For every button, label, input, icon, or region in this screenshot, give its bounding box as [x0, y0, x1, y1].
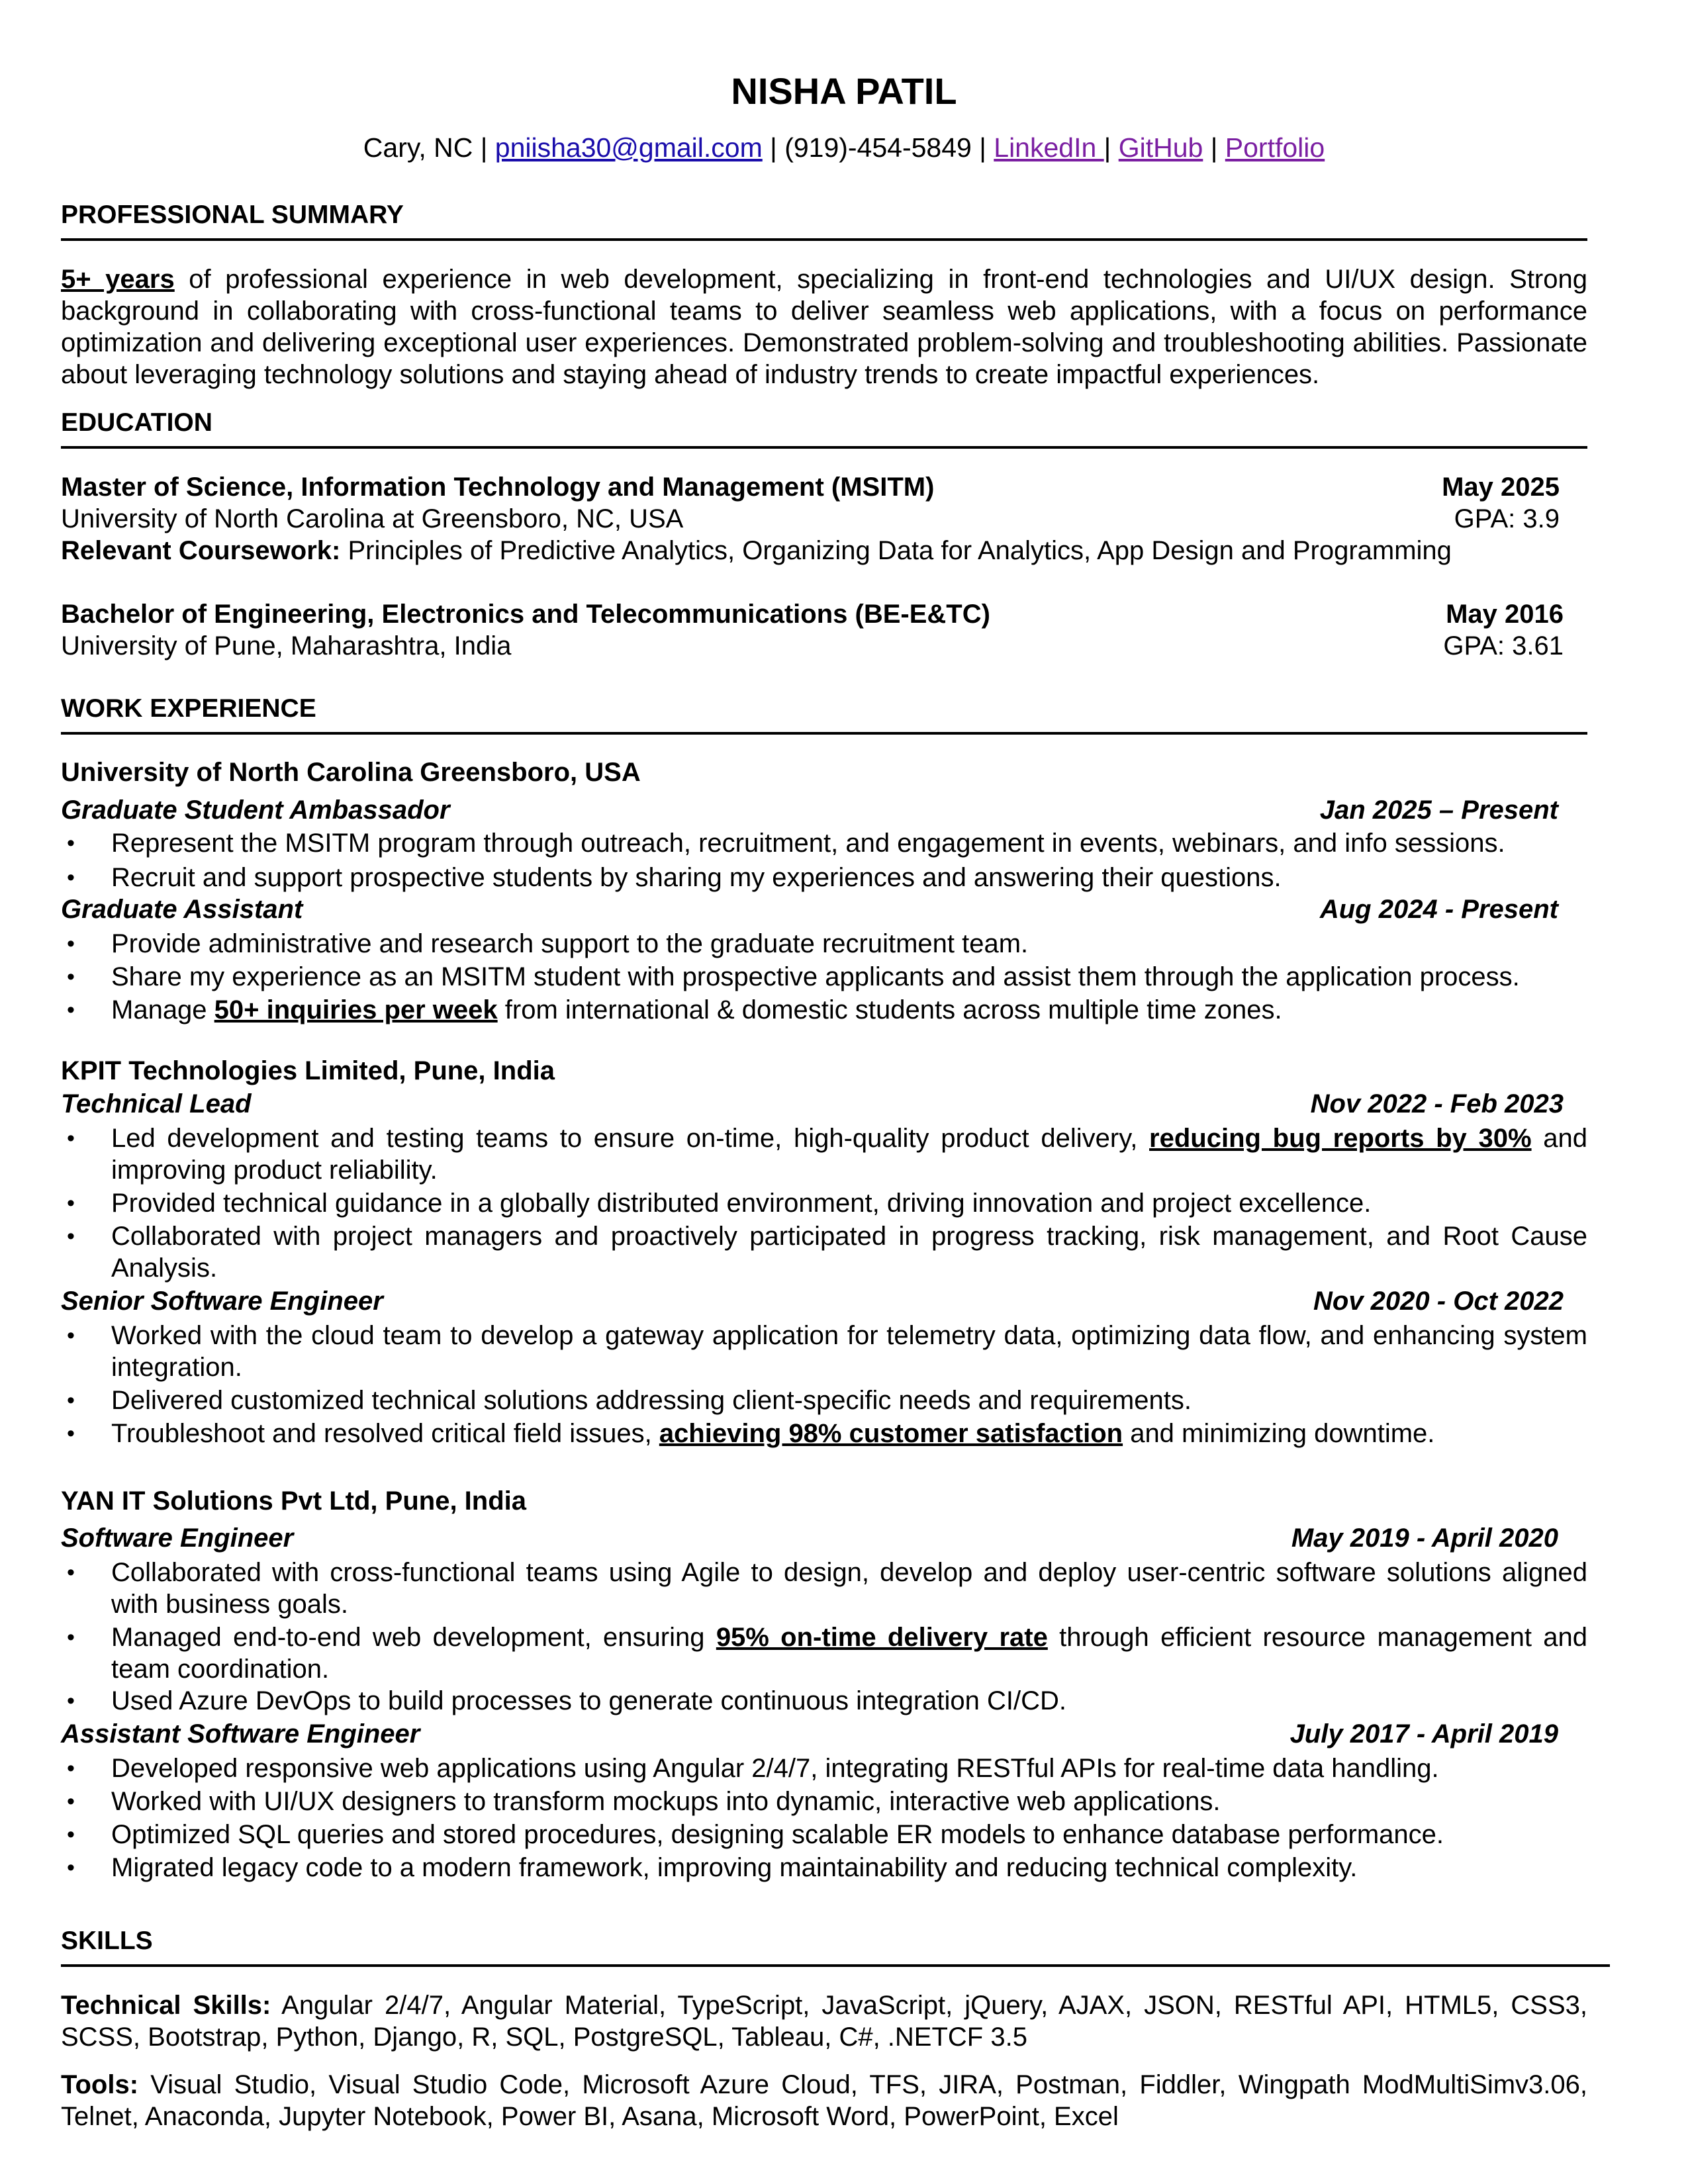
role-title: Software Engineer [61, 1524, 294, 1553]
bullet-text [111, 1557, 1587, 1620]
email-link[interactable]: pniisha30@gmail.com [494, 132, 763, 163]
bullet-text [111, 1685, 1587, 1717]
bullet-icon: • [67, 1756, 75, 1781]
gpa: GPA: 3.61 [1443, 631, 1564, 660]
role-title: Senior Software Engineer [61, 1287, 383, 1316]
candidate-name: NISHA PATIL [731, 70, 957, 112]
role-dates: May 2019 - April 2020 [1291, 1524, 1558, 1553]
role-dates: Nov 2022 - Feb 2023 [1310, 1089, 1564, 1118]
bullet-text-part: Recruit and support prospective students by sharing my experiences and answering their questions. [111, 863, 1282, 892]
bullet-highlight: 50+ inquiries per week [214, 995, 498, 1024]
bullet-text [111, 928, 1587, 960]
role-dates: Jan 2025 – Present [1319, 796, 1558, 825]
technical-skills [61, 1989, 1587, 2053]
bullet-text-part: Provided technical guidance in a globally distributed environment, driving innovation and project excellence. [111, 1189, 1372, 1218]
bullet-icon: • [67, 931, 75, 956]
separator: | [1103, 132, 1119, 163]
company-name: University of North Carolina Greensboro, USA [61, 758, 641, 787]
bullet-text-part: Provide administrative and research support to the graduate recruitment team. [111, 929, 1029, 958]
bullet-highlight: 95% on-time delivery rate [716, 1623, 1048, 1652]
bullet-text [111, 1418, 1587, 1449]
section-divider [61, 732, 1587, 735]
tools-text: Visual Studio, Visual Studio Code, Microsoft Azure Cloud, TFS, JIRA, Postman, Fiddler, Wingpath ModMultiSimv3.06, Telnet, Anaconda, Jupyter Notebook, Power BI, Asana, Microsoft Word, PowerPoint, Excel [61, 2070, 1587, 2131]
bullet-icon: • [67, 1224, 75, 1249]
bullet-highlight: reducing bug reports by 30% [1149, 1124, 1532, 1153]
bullet-text [111, 1819, 1587, 1850]
bullet-icon: • [67, 1688, 75, 1713]
role-dates: Nov 2020 - Oct 2022 [1313, 1287, 1564, 1316]
bullet-icon: • [67, 1323, 75, 1348]
phone: (919)-454-5849 [784, 132, 972, 163]
bullet-text-part: through efficient resource management and team coordination. [111, 1623, 1588, 1684]
bullet-icon: • [67, 1421, 75, 1446]
bullet-text-part: Optimized SQL queries and stored procedures, designing scalable ER models to enhance database performance. [111, 1820, 1444, 1849]
contact-line [0, 131, 1688, 164]
coursework [61, 535, 1452, 567]
school-name: University of Pune, Maharashtra, India [61, 631, 512, 660]
bullet-icon: • [67, 1191, 75, 1216]
section-title-skills: SKILLS [61, 1927, 153, 1955]
company-name: KPIT Technologies Limited, Pune, India [61, 1056, 555, 1085]
bullet-text-part: Represent the MSITM program through outreach, recruitment, and engagement in events, webinars, and info sessions. [111, 829, 1505, 858]
separator: | [1203, 132, 1225, 163]
section-title-experience: WORK EXPERIENCE [61, 694, 316, 723]
section-divider [61, 1964, 1610, 1967]
location: Cary, NC [363, 132, 473, 163]
bullet-text [111, 1320, 1587, 1383]
summary-paragraph [61, 263, 1587, 390]
bullet-text-part: Delivered customized technical solutions addressing client-specific needs and requirements. [111, 1386, 1192, 1415]
bullet-text [111, 1852, 1587, 1884]
degree-title: Master of Science, Information Technology and Management (MSITM) [61, 473, 935, 502]
bullet-text-part: Led development and testing teams to ensure on-time, high-quality product delivery, [111, 1124, 1150, 1153]
bullet-text-part: Collaborated with project managers and proactively participated in progress tracking, risk management, and Root Cause Analysis. [111, 1222, 1587, 1283]
degree-date: May 2016 [1446, 600, 1564, 629]
bullet-text-part: Used Azure DevOps to build processes to generate continuous integration CI/CD. [111, 1686, 1067, 1715]
company-name: YAN IT Solutions Pvt Ltd, Pune, India [61, 1486, 527, 1516]
bullet-text [111, 994, 1587, 1026]
role-title: Assistant Software Engineer [61, 1719, 420, 1749]
bullet-icon: • [67, 831, 75, 856]
bullet-text [111, 1187, 1587, 1219]
bullet-icon: • [67, 865, 75, 890]
tools [61, 2069, 1587, 2132]
bullet-text-part: Migrated legacy code to a modern framework, improving maintainability and reducing technical complexity. [111, 1853, 1358, 1882]
bullet-icon: • [67, 1126, 75, 1151]
bullet-text-part: Collaborated with cross-functional teams using Agile to design, develop and deploy user-centric software solutions aligned with business goals. [111, 1558, 1587, 1619]
bullet-text-part: and improving product reliability. [111, 1124, 1587, 1185]
coursework-text: Principles of Predictive Analytics, Organizing Data for Analytics, App Design and Programming [340, 536, 1452, 565]
bullet-text-part: Worked with UI/UX designers to transform mockups into dynamic, interactive web applications. [111, 1787, 1221, 1816]
bullet-text-part: Managed end-to-end web development, ensuring [111, 1623, 716, 1652]
role-dates: Aug 2024 - Present [1319, 895, 1558, 924]
bullet-icon: • [67, 1388, 75, 1413]
tools-label: Tools: [61, 2070, 139, 2099]
bullet-icon: • [67, 1625, 75, 1650]
bullet-text [111, 1220, 1587, 1284]
bullet-text-part: from international & domestic students across multiple time zones. [497, 995, 1282, 1024]
degree-title: Bachelor of Engineering, Electronics and Telecommunications (BE-E&TC) [61, 600, 990, 629]
linkedin-link[interactable]: LinkedIn [994, 132, 1104, 163]
bullet-text-part: Share my experience as an MSITM student with prospective applicants and assist them through the application process. [111, 962, 1520, 991]
bullet-text [111, 1786, 1587, 1817]
coursework-label: Relevant Coursework: [61, 536, 341, 565]
bullet-text [111, 1122, 1587, 1186]
section-divider [61, 238, 1587, 241]
degree-date: May 2025 [1442, 473, 1560, 502]
bullet-text [111, 1621, 1587, 1685]
bullet-text-part: and minimizing downtime. [1123, 1419, 1435, 1448]
summary-highlight: 5+ years [61, 265, 175, 294]
bullet-icon: • [67, 1855, 75, 1880]
bullet-text-part: Troubleshoot and resolved critical field issues, [111, 1419, 659, 1448]
separator: | [971, 132, 994, 163]
separator: | [473, 132, 495, 163]
bullet-icon: • [67, 997, 75, 1023]
role-dates: July 2017 - April 2019 [1289, 1719, 1558, 1749]
gpa: GPA: 3.9 [1454, 504, 1560, 533]
bullet-text-part: Worked with the cloud team to develop a gateway application for telemetry data, optimizing data flow, and enhancing system integration. [111, 1321, 1587, 1382]
bullet-icon: • [67, 1822, 75, 1847]
bullet-text-part: Manage [111, 995, 214, 1024]
github-link[interactable]: GitHub [1118, 132, 1203, 163]
bullet-text [111, 1752, 1587, 1784]
summary-text: of professional experience in web development, specializing in front-end technologies and UI/UX design. Strong background in collaborating with cross-functional teams to deliver seamless web applications, with a focus on performance optimization and delivering exceptional user experiences. Demonstrated problem-solving and troubleshooting abilities. Passionate about leveraging technology solutions and staying ahead of industry trends to create impactful experiences. [61, 265, 1587, 389]
technical-skills-text: Angular 2/4/7, Angular Material, TypeScript, JavaScript, jQuery, AJAX, JSON, RESTful API, HTML5, CSS3, SCSS, Bootstrap, Python, Django, R, SQL, PostgreSQL, Tableau, C#, .NETCF 3.5 [61, 1991, 1587, 2052]
school-name: University of North Carolina at Greensboro, NC, USA [61, 504, 684, 533]
role-title: Technical Lead [61, 1089, 252, 1118]
section-title-education: EDUCATION [61, 408, 212, 437]
bullet-text [111, 1385, 1587, 1416]
bullet-text [111, 827, 1587, 859]
separator: | [762, 132, 785, 163]
bullet-icon: • [67, 1789, 75, 1814]
bullet-text [111, 862, 1587, 893]
bullet-icon: • [67, 964, 75, 989]
section-divider [61, 446, 1587, 449]
portfolio-link[interactable]: Portfolio [1225, 132, 1325, 163]
role-title: Graduate Student Ambassador [61, 796, 450, 825]
technical-skills-label: Technical Skills: [61, 1991, 271, 2020]
role-title: Graduate Assistant [61, 895, 303, 924]
bullet-text-part: Developed responsive web applications using Angular 2/4/7, integrating RESTful APIs for real-time data handling. [111, 1754, 1439, 1783]
section-title-summary: PROFESSIONAL SUMMARY [61, 201, 404, 229]
bullet-icon: • [67, 1560, 75, 1585]
bullet-highlight: achieving 98% customer satisfaction [659, 1419, 1123, 1448]
bullet-text [111, 961, 1587, 993]
